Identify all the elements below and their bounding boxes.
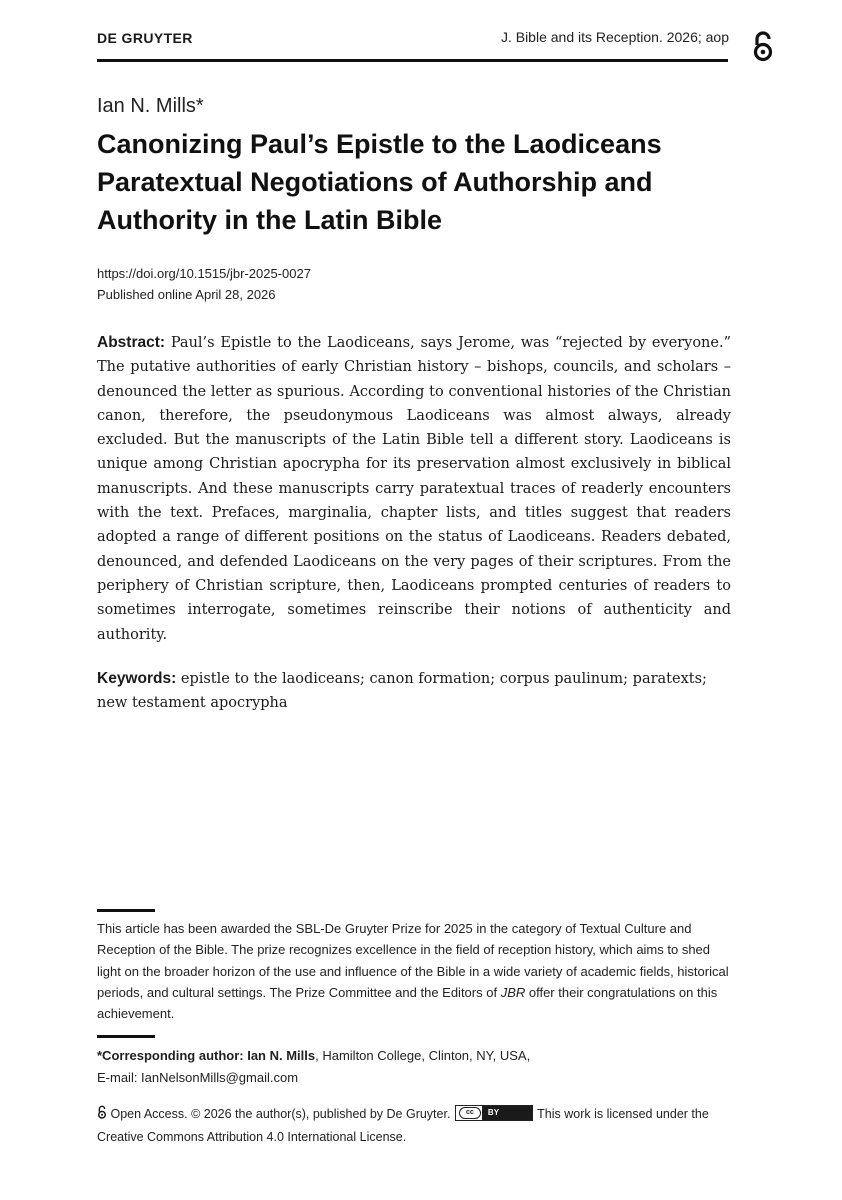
page-header (97, 28, 731, 54)
open-access-icon (97, 1105, 107, 1127)
corresponding-author-note (97, 1045, 731, 1088)
journal-citation: J. Bible and its Reception. 2026; aop (500, 29, 729, 45)
license-text: Open Access. © 2026 the author(s), published by De Gruyter. (110, 1107, 451, 1121)
corresponding-author-label: *Corresponding author: Ian N. Mills (97, 1048, 316, 1063)
abstract-text: Paul’s Epistle to the Laodiceans, says Jerome, was “rejected by everyone.” The putative authorities of early Christian history – bishops, councils, and scholars – denounced the letter as spurious. According to conventional histories of the Christian canon, therefore, the pseudonymous Laodiceans was almost always, already excluded. But the manuscripts of the Latin Bible tell a different story. Laodiceans is unique among Christian apocrypha for its preservation almost exclusively in biblical manuscripts. And these manuscripts carry paratextual traces of readerly encounters with the text. Prefaces, marginalia, chapter lists, and titles suggest that readers adopted a range of different positions on the status of Laodiceans. Readers debated, denounced, and defended Laodiceans on the very pages of their scriptures. From the periphery of Christian scripture, then, Laodiceans prompted centuries of readers to sometimes interrogate, sometimes reinscribe their notions of authenticity and authority. (97, 335, 731, 643)
open-access-icon (752, 30, 774, 69)
license-note (97, 1104, 731, 1147)
author-name: Ian N. Mills* (97, 95, 204, 117)
article-title (97, 125, 731, 239)
keywords (97, 667, 731, 716)
prize-footnote (97, 918, 731, 1024)
abstract-label: Abstract: (97, 334, 166, 351)
title-line: Authority in the Latin Bible (97, 205, 442, 235)
author-email[interactable]: E-mail: IanNelsonMills@gmail.com (97, 1069, 299, 1085)
publisher-name: DE GRUYTER (97, 30, 193, 46)
keywords-text: epistle to the laodiceans; canon formation; corpus paulinum; paratexts; new testament apocrypha (97, 671, 707, 712)
title-line: Canonizing Paul’s Epistle to the Laodiceans (97, 129, 662, 159)
prize-text: This article has been awarded the SBL-De Gruyter Prize for 2025 in the category of Textual Culture and Reception of the Bible. The prize recognizes excellence in the field of reception history, which aims to shed light on the broader horizon of the use and influence of the Bible in a wide variety of academic fields, historical periods, and cultural settings. The Prize Committee and the Editors of (97, 921, 729, 1000)
header-rule (97, 59, 728, 62)
doi-link[interactable]: https://doi.org/10.1515/jbr-2025-0027 (97, 266, 311, 281)
prize-text-end: offer their congratulations on this achievement. (97, 984, 718, 1022)
footnote-rule (97, 1035, 155, 1038)
corresponding-affiliation: , Hamilton College, Clinton, NY, USA, (315, 1048, 531, 1063)
footnote-rule (97, 909, 155, 912)
keywords-label: Keywords: (97, 670, 177, 687)
publication-date: Published online April 28, 2026 (97, 287, 276, 302)
title-line: Paratextual Negotiations of Authorship and (97, 167, 653, 197)
journal-abbrev: JBR (500, 984, 526, 1000)
abstract (97, 331, 731, 647)
cc-by-badge-icon[interactable]: cc BY (455, 1105, 533, 1121)
license-text-end: This work is licensed under the Creative Commons Attribution 4.0 International License. (97, 1107, 709, 1144)
